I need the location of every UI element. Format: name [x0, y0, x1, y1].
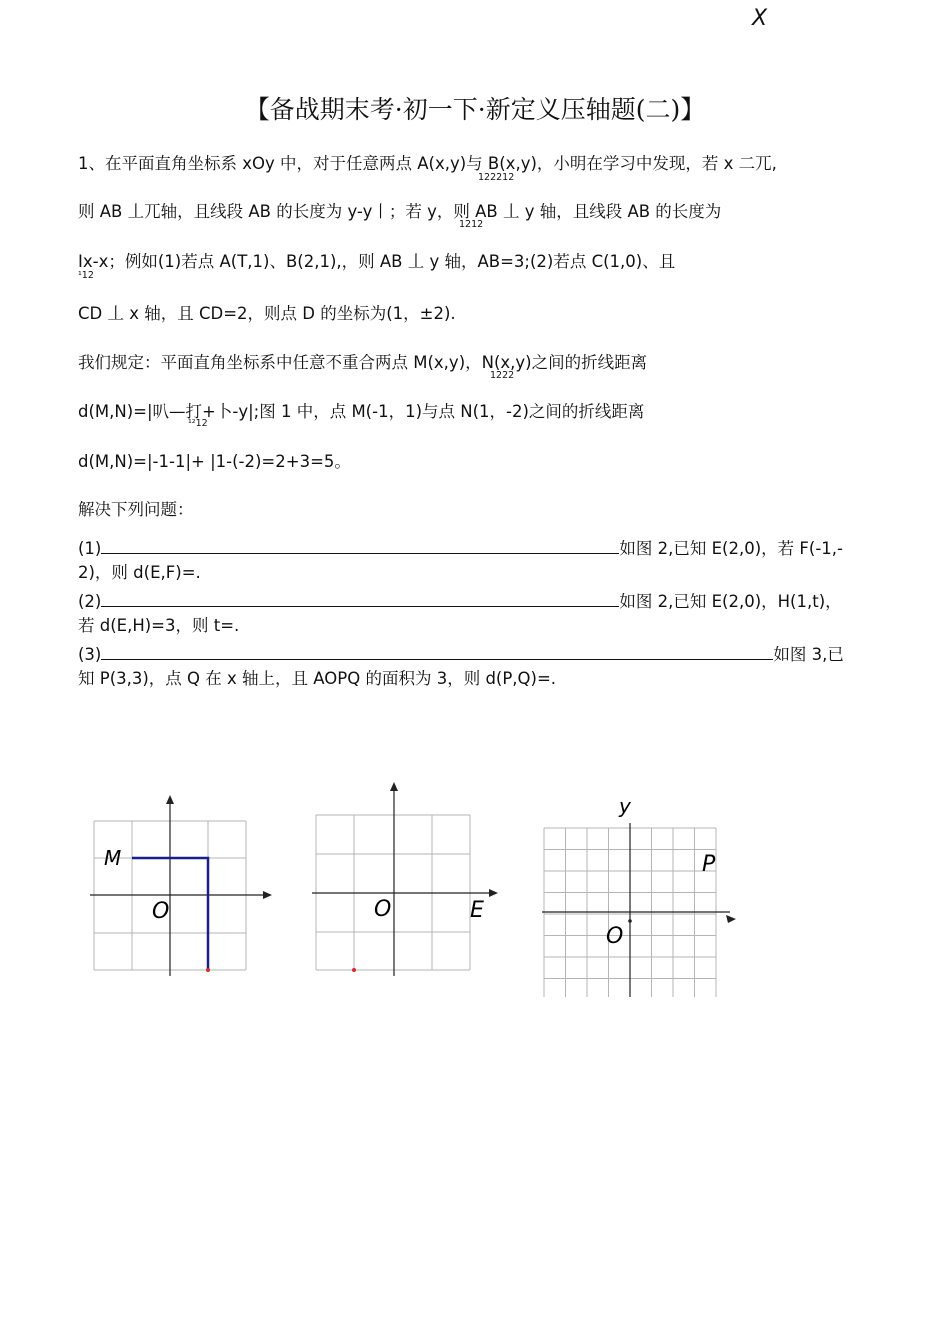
- figure-3-label-p: P: [702, 852, 716, 877]
- question-1-text-a: 如图 2,已知 E(2,0)，若 F(-1,-: [619, 539, 843, 558]
- question-2: [78, 588, 842, 612]
- paragraph-5-subscripts: 1222: [490, 370, 515, 381]
- question-3-blank[interactable]: [101, 645, 773, 660]
- paragraph-4: CD 丄 x 轴，且 CD=2，则点 D 的坐标为(1，±2).: [78, 304, 456, 323]
- paragraph-8: 解决下列问题：: [78, 500, 194, 519]
- question-2-text-a: 如图 2,已知 E(2,0)，H(1,t)，: [619, 592, 842, 611]
- question-2-number: (2): [78, 592, 102, 611]
- figure-3-label-y: y: [619, 795, 631, 818]
- figure-1-label-o: O: [152, 899, 170, 924]
- page-title: 【备战期末考·初一下·新定义压轴题(二)】: [244, 95, 706, 124]
- corner-mark: X: [752, 6, 768, 31]
- question-2-continued: 若 d(E,H)=3，则 t=.: [78, 616, 240, 635]
- paragraph-7: d(M,N)=|-1-1|+ |1-(-2)=2+3=5。: [78, 452, 351, 471]
- question-1-blank[interactable]: [101, 539, 619, 554]
- question-1-number: (1): [78, 539, 102, 558]
- figure-2-label-e: E: [470, 898, 484, 923]
- paragraph-2-subscripts: 1212: [459, 219, 484, 230]
- paragraph-1: 1、在平面直角坐标系 xOy 中，对于任意两点 A(x,y)与 B(x,y)，小明在学习中发现，若 x 二兀,: [78, 154, 777, 173]
- paragraph-3-subscripts: ¹12: [78, 270, 94, 281]
- figure-1-x-arrow: [263, 891, 272, 899]
- figure-1: [86, 790, 276, 985]
- figure-2-y-arrow: [390, 782, 398, 791]
- figure-1-label-m: M: [104, 846, 122, 870]
- figure-1-point-n: [206, 968, 210, 972]
- question-3-continued: 知 P(3,3)，点 Q 在 x 轴上，且 AOPQ 的面积为 3，则 d(P,Q)=.: [78, 669, 557, 688]
- figure-2-x-arrow: [489, 889, 498, 897]
- question-2-blank[interactable]: [101, 592, 619, 607]
- paragraph-1-subscripts: 122212: [478, 172, 515, 183]
- figure-3-label-o: O: [606, 924, 624, 949]
- figure-1-y-arrow: [166, 795, 174, 804]
- paragraph-6-subscripts: ¹²12: [188, 418, 208, 429]
- paragraph-3: Ix-x；例如(1)若点 A(T,1)、B(2,1),，则 AB 丄 y 轴，AB=3;(2)若点 C(1,0)、且: [78, 252, 676, 271]
- paragraph-2: 则 AB 丄兀轴，且线段 AB 的长度为 y-y丨；若 y，则 AB 丄 y 轴，且线段 AB 的长度为: [78, 202, 722, 221]
- paragraph-6: d(M,N)=|叭—打+卜-y|;图 1 中，点 M(-1，1)与点 N(1，-2)之间的折线距离: [78, 402, 645, 421]
- figure-2: [306, 778, 506, 983]
- figure-2-label-o: O: [374, 897, 392, 922]
- question-1-continued: 2)，则 d(E,F)=.: [78, 563, 201, 582]
- question-3-text-a: 如图 3,已: [773, 645, 844, 664]
- figure-3-x-arrow: [726, 915, 736, 923]
- question-3: [78, 641, 844, 665]
- question-1: [78, 535, 843, 559]
- question-3-number: (3): [78, 645, 102, 664]
- figure-2-point-f: [352, 968, 356, 972]
- figure-3: [536, 795, 746, 1005]
- paragraph-5: 我们规定：平面直角坐标系中任意不重合两点 M(x,y)，N(x,y)之间的折线距离: [78, 353, 648, 372]
- figure-3-point-o: [628, 919, 632, 923]
